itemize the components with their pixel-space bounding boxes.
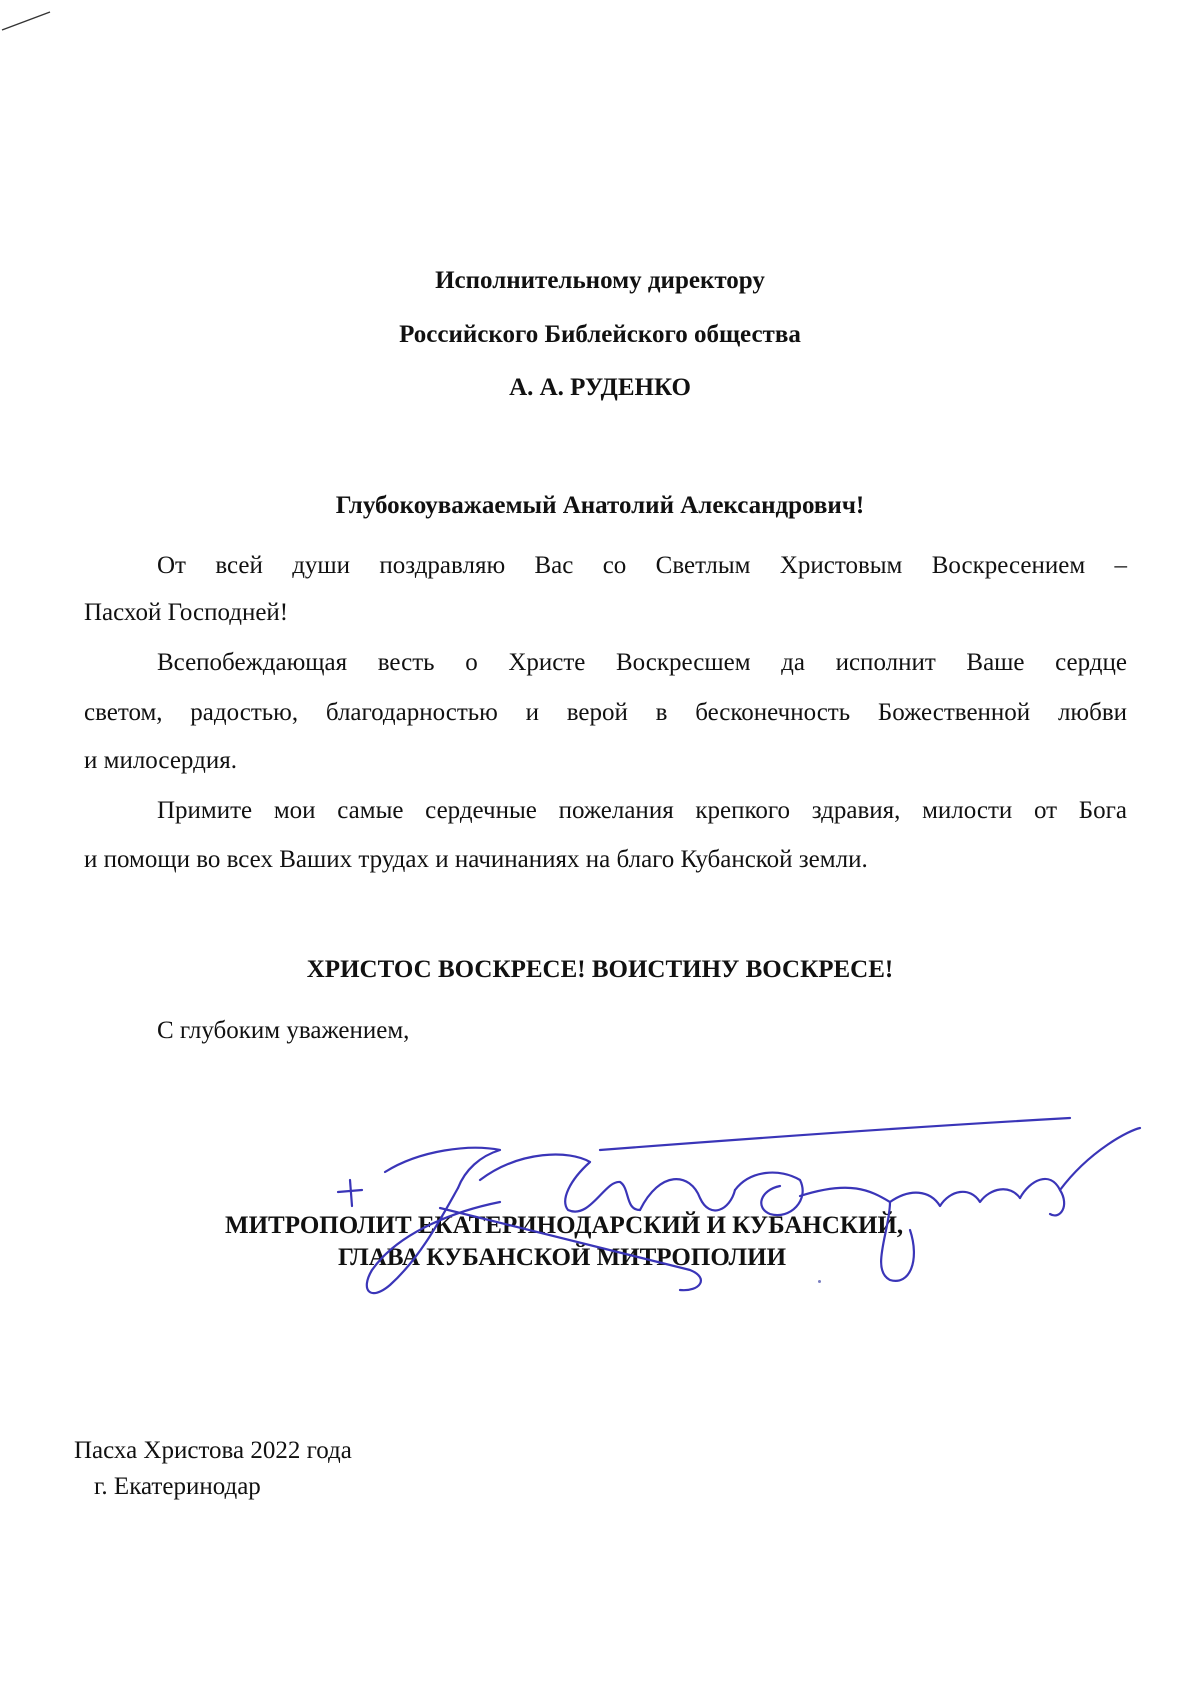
paragraph-1-line-1: От всей души поздравляю Вас со Светлым Христовым Воскресением – bbox=[157, 552, 1127, 579]
ink-dot bbox=[818, 1280, 821, 1283]
addressee-name: А. А. РУДЕНКО bbox=[509, 374, 691, 401]
sender-title-line-2: ГЛАВА КУБАНСКОЙ МИТРОПОЛИИ bbox=[338, 1244, 787, 1271]
paragraph-2-line-3: и милосердия. bbox=[84, 747, 237, 774]
salutation: Глубокоуважаемый Анатолий Александрович! bbox=[335, 492, 865, 519]
handwritten-signature bbox=[330, 1110, 1150, 1300]
addressee-line-2: Российского Библейского общества bbox=[399, 321, 801, 348]
scan-edge-mark bbox=[0, 0, 70, 40]
paragraph-3-line-1: Примите мои самые сердечные пожелания крепкого здравия, милости от Бога bbox=[157, 797, 1127, 824]
paragraph-3-line-2: и помощи во всех Ваших трудах и начинаниях на благо Кубанской земли. bbox=[84, 846, 868, 873]
closing-phrase: С глубоким уважением, bbox=[157, 1017, 410, 1044]
footer-place: г. Екатеринодар bbox=[94, 1473, 261, 1500]
addressee-line-1: Исполнительному директору bbox=[435, 267, 765, 294]
sender-title-line-1: МИТРОПОЛИТ ЕКАТЕРИНОДАРСКИЙ И КУБАНСКИЙ, bbox=[225, 1212, 904, 1239]
paragraph-2-line-1: Всепобеждающая весть о Христе Воскресшем да исполнит Ваше сердце bbox=[157, 649, 1127, 676]
footer-date: Пасха Христова 2022 года bbox=[74, 1437, 352, 1464]
easter-greeting: ХРИСТОС ВОСКРЕСЕ! ВОИСТИНУ ВОСКРЕСЕ! bbox=[306, 956, 894, 983]
paragraph-1-line-2: Пасхой Господней! bbox=[84, 599, 289, 626]
paragraph-2-line-2: светом, радостью, благодарностью и верой в бесконечность Божественной любви bbox=[84, 699, 1127, 726]
